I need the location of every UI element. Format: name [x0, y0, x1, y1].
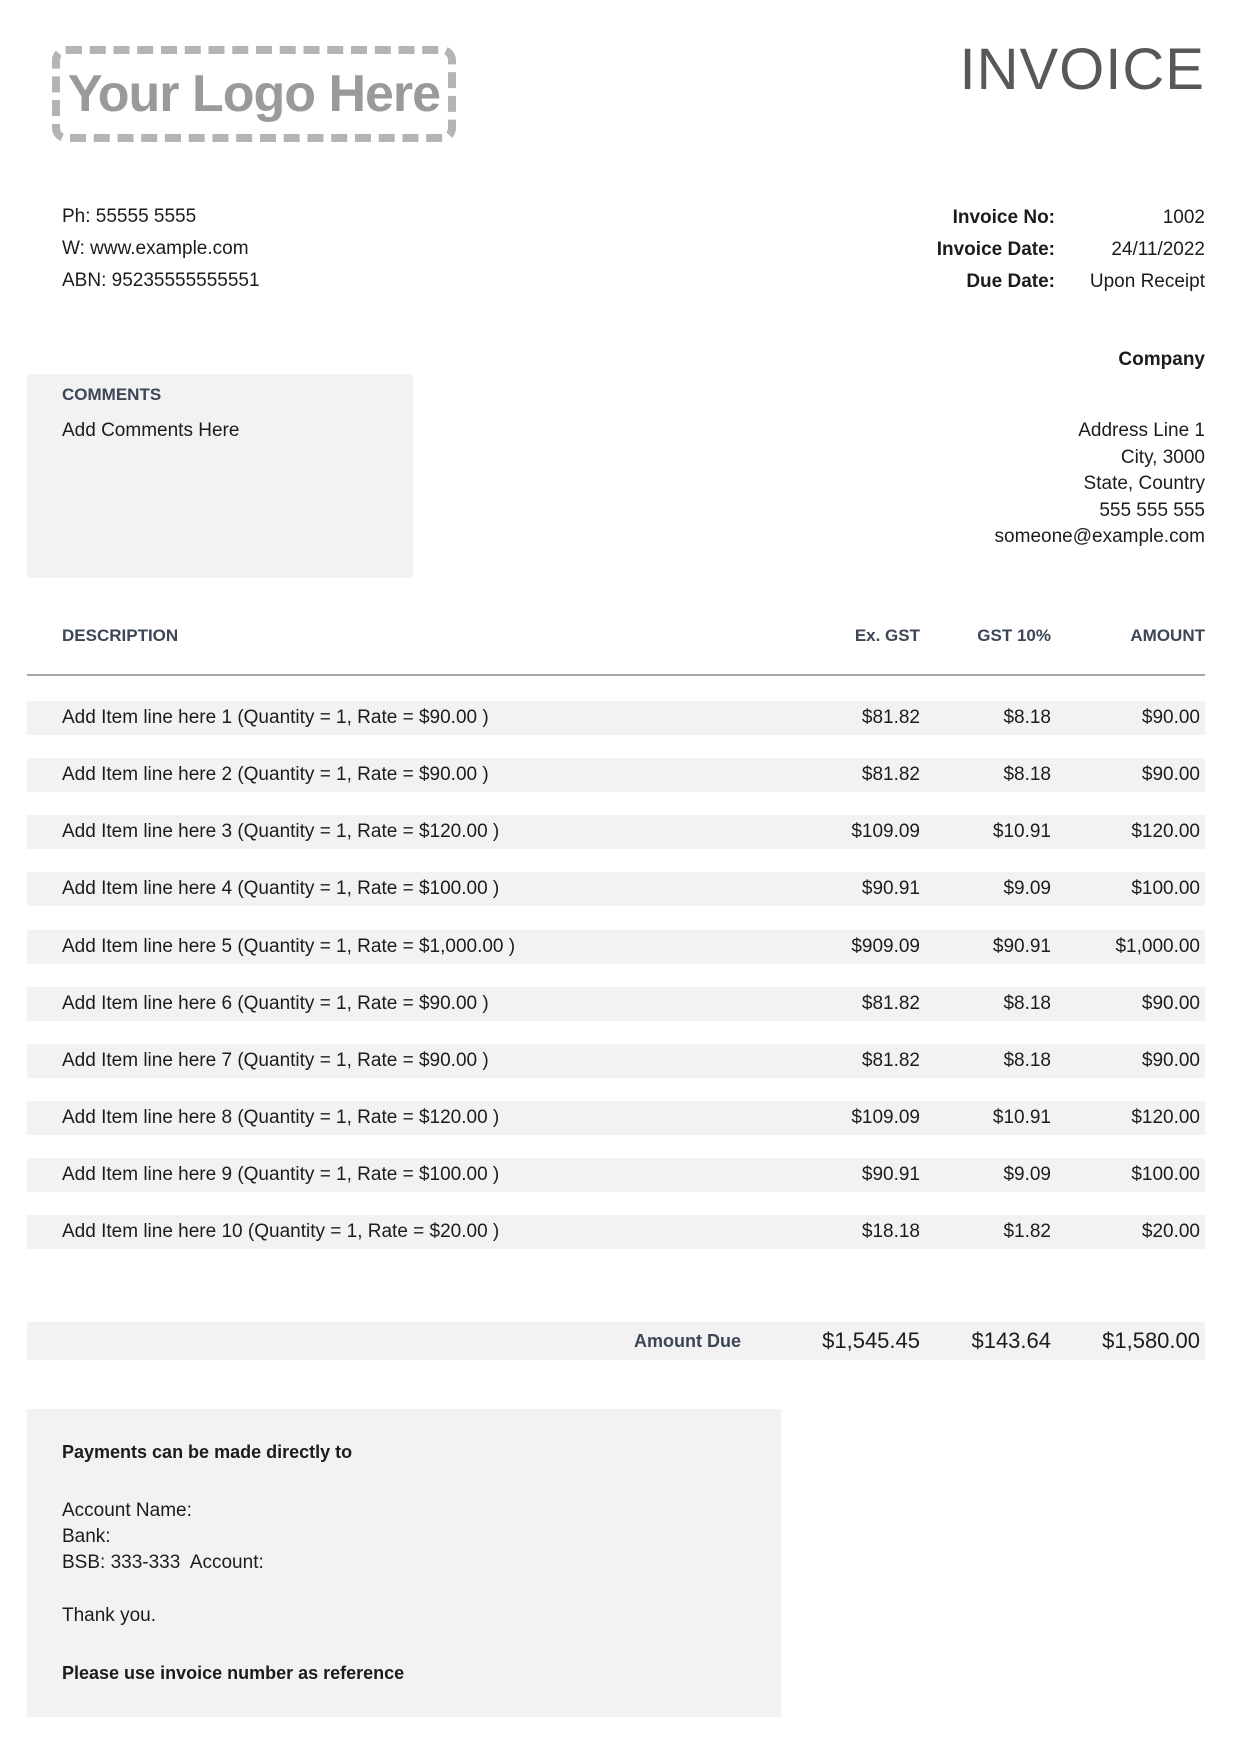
bsb-account: BSB: 333-333 Account:: [62, 1552, 264, 1573]
sender-contact: [62, 201, 260, 297]
item-ex-gst: $81.82: [861, 707, 920, 728]
table-row: [27, 930, 1205, 964]
invoice-date-row: [937, 234, 1205, 266]
item-description: Add Item line here 6 (Quantity = 1, Rate = $90.00 ): [62, 993, 489, 1014]
item-amount: $90.00: [1141, 1050, 1200, 1071]
item-amount: $120.00: [1131, 821, 1200, 842]
due-date-value: Upon Receipt: [1089, 271, 1205, 292]
item-description: Add Item line here 1 (Quantity = 1, Rate = $90.00 ): [62, 707, 489, 728]
item-gst: $1.82: [1003, 1221, 1051, 1242]
logo-text: Your Logo Here: [67, 65, 441, 123]
reference-note: Please use invoice number as reference: [62, 1663, 405, 1683]
address-email: someone@example.com: [994, 526, 1205, 548]
item-ex-gst: $81.82: [861, 764, 920, 785]
item-description: Add Item line here 9 (Quantity = 1, Rate = $100.00 ): [62, 1164, 500, 1185]
comments-text: Add Comments Here: [62, 420, 240, 441]
invoice-date-value: 24/11/2022: [1111, 239, 1205, 260]
item-gst: $8.18: [1003, 764, 1051, 785]
invoice-meta: [937, 202, 1205, 298]
item-description: Add Item line here 2 (Quantity = 1, Rate = $90.00 ): [62, 764, 489, 785]
table-row: [27, 815, 1205, 849]
item-ex-gst: $81.82: [861, 993, 920, 1014]
item-gst: $8.18: [1003, 1050, 1051, 1071]
payment-heading: Payments can be made directly to: [62, 1442, 353, 1462]
invoice-number-row: [937, 202, 1205, 234]
sender-website: W: www.example.com: [62, 238, 249, 259]
invoice-date-label: Invoice Date:: [936, 239, 1055, 260]
due-date-label: Due Date:: [966, 271, 1055, 292]
item-description: Add Item line here 10 (Quantity = 1, Rate = $20.00 ): [62, 1221, 500, 1242]
item-amount: $100.00: [1131, 1164, 1200, 1185]
table-row: [27, 758, 1205, 792]
item-description: Add Item line here 8 (Quantity = 1, Rate = $120.00 ): [62, 1107, 500, 1128]
item-description: Add Item line here 3 (Quantity = 1, Rate = $120.00 ): [62, 821, 500, 842]
item-amount: $120.00: [1131, 1107, 1200, 1128]
item-ex-gst: $90.91: [861, 878, 920, 899]
item-gst: $9.09: [1003, 878, 1051, 899]
comments-title: COMMENTS: [62, 385, 162, 404]
item-ex-gst: $109.09: [851, 821, 920, 842]
table-row: [27, 1158, 1205, 1192]
table-row: [27, 701, 1205, 735]
item-amount: $90.00: [1141, 993, 1200, 1014]
item-ex-gst: $18.18: [861, 1221, 920, 1242]
table-row: [27, 1044, 1205, 1078]
item-gst: $9.09: [1003, 1164, 1051, 1185]
item-ex-gst: $90.91: [861, 1164, 920, 1185]
address-line-1: Address Line 1: [1078, 420, 1205, 441]
address-phone: 555 555 555: [1099, 499, 1205, 521]
table-row: [27, 1215, 1205, 1249]
item-amount: $90.00: [1141, 707, 1200, 728]
item-gst: $10.91: [992, 1107, 1051, 1128]
amount-due-label: Amount Due: [634, 1331, 741, 1351]
bank-name: Bank:: [62, 1526, 111, 1547]
item-gst: $8.18: [1003, 707, 1051, 728]
bill-to-company: Company: [1118, 349, 1205, 370]
due-date-row: [937, 266, 1205, 298]
item-description: Add Item line here 4 (Quantity = 1, Rate = $100.00 ): [62, 878, 500, 899]
item-ex-gst: $81.82: [861, 1050, 920, 1071]
column-header-gst: GST 10%: [977, 626, 1051, 645]
total-ex-gst: $1,545.45: [822, 1328, 920, 1353]
sender-phone: Ph: 55555 5555: [62, 206, 197, 227]
invoice-number-label: Invoice No:: [952, 207, 1055, 228]
logo-placeholder: [52, 46, 456, 142]
thank-you-note: Thank you.: [62, 1605, 156, 1626]
bill-to-address: [995, 418, 1205, 551]
header-divider: [27, 674, 1205, 676]
total-gst: $143.64: [971, 1328, 1051, 1353]
item-description: Add Item line here 7 (Quantity = 1, Rate = $90.00 ): [62, 1050, 489, 1071]
item-amount: $1,000.00: [1115, 936, 1200, 957]
total-amount: $1,580.00: [1102, 1328, 1200, 1353]
address-city: City, 3000: [1120, 446, 1205, 468]
item-gst: $10.91: [992, 821, 1051, 842]
item-amount: $20.00: [1141, 1221, 1200, 1242]
column-header-amount: AMOUNT: [1130, 626, 1205, 645]
sender-abn: ABN: 95235555555551: [62, 270, 260, 291]
invoice-number-value: 1002: [1162, 207, 1205, 228]
address-state: State, Country: [1083, 473, 1205, 495]
item-amount: $90.00: [1141, 764, 1200, 785]
account-name: Account Name:: [62, 1500, 192, 1521]
table-row: [27, 1101, 1205, 1135]
column-header-description: DESCRIPTION: [62, 626, 179, 645]
item-ex-gst: $909.09: [851, 936, 920, 957]
item-gst: $90.91: [992, 936, 1051, 957]
amount-due-row: [27, 1322, 1205, 1360]
item-description: Add Item line here 5 (Quantity = 1, Rate = $1,000.00 ): [62, 936, 516, 957]
item-ex-gst: $109.09: [851, 1107, 920, 1128]
table-row: [27, 872, 1205, 906]
page-title: INVOICE: [959, 37, 1205, 102]
item-gst: $8.18: [1003, 993, 1051, 1014]
column-header-ex-gst: Ex. GST: [854, 626, 920, 645]
item-amount: $100.00: [1131, 878, 1200, 899]
table-row: [27, 987, 1205, 1021]
